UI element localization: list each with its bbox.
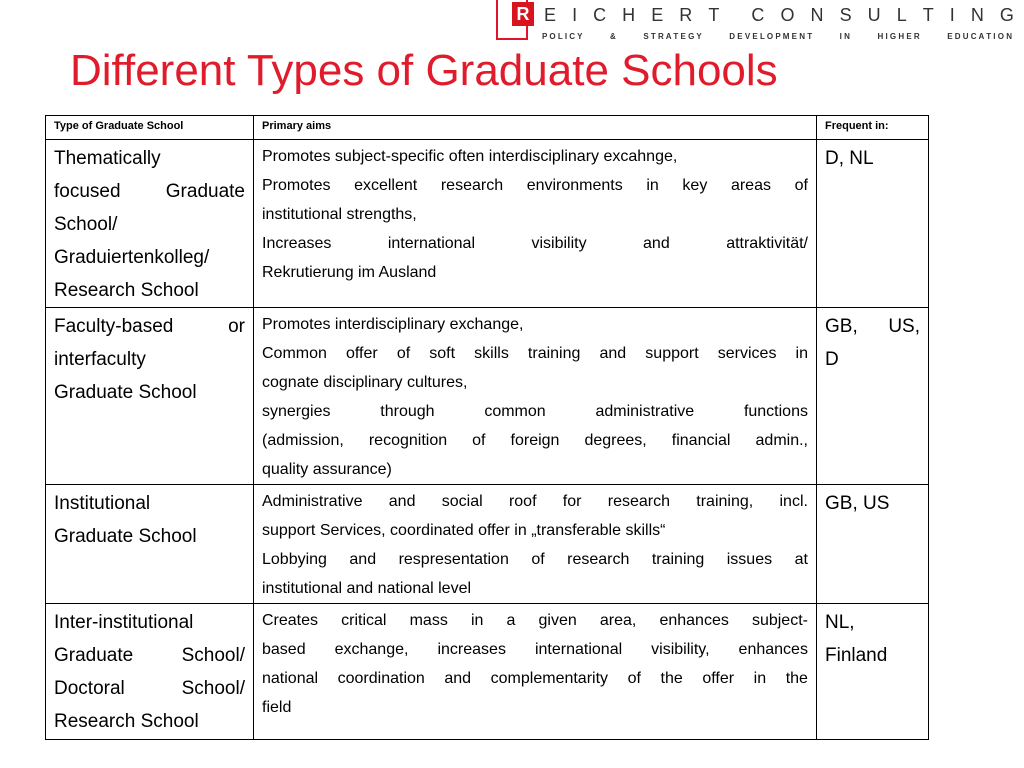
cell-text: administrative (595, 403, 695, 420)
cell-text: functions (743, 403, 808, 420)
cell-text: skills (474, 345, 509, 362)
cell-text: Common (262, 345, 327, 362)
cell-text: cognate disciplinary cultures, (262, 374, 468, 391)
logo-name-letter: S (839, 4, 852, 25)
cell-text: training (527, 345, 581, 362)
cell-frequent-in (817, 140, 929, 308)
cell-text: coordination (337, 670, 425, 687)
cell-frequent-in (817, 485, 929, 604)
cell-text: D (825, 349, 839, 370)
cell-text-line (54, 487, 245, 520)
cell-text: foreign (510, 432, 560, 449)
cell-text: Research School (54, 280, 199, 301)
cell-text: offer (346, 345, 378, 362)
cell-text: support Services, coordinated offer in „transferable skills“ (262, 522, 666, 539)
cell-text: degrees, (584, 432, 647, 449)
header-type: Type of Graduate School (46, 116, 254, 140)
cell-text: social (441, 493, 483, 510)
logo-name-letter: T (922, 4, 934, 25)
cell-text: field (262, 699, 292, 716)
cell-text: Administrative (262, 493, 363, 510)
cell-text: (admission, (262, 432, 344, 449)
cell-text-line (825, 343, 920, 376)
cell-text: in (470, 612, 484, 629)
logo-tagline-word: S T R A T E G Y (643, 31, 702, 41)
cell-text-line (54, 606, 245, 639)
cell-text: support (645, 345, 699, 362)
logo-name-letter: R (679, 4, 693, 25)
cell-text: of (396, 345, 411, 362)
logo-tagline-word: H I G H E R (877, 31, 920, 41)
logo-name-letter: L (896, 4, 907, 25)
cell-text: of (794, 177, 808, 194)
cell-text-line (825, 310, 920, 343)
graduate-schools-table (45, 115, 929, 740)
cell-text: Doctoral (54, 678, 125, 699)
cell-text: Promotes interdisciplinary exchange, (262, 316, 524, 333)
cell-text-line (262, 693, 808, 722)
cell-text: visibility, (651, 641, 710, 658)
cell-text: based (262, 641, 306, 658)
cell-primary-aims (254, 140, 817, 308)
cell-text-line (262, 339, 808, 368)
cell-text: international (534, 641, 623, 658)
cell-school-type (46, 485, 254, 604)
cell-text: Graduiertenkolleg/ (54, 247, 210, 268)
logo-tagline-word: & (610, 31, 616, 41)
cell-text: financial (671, 432, 731, 449)
cell-text: national (262, 670, 319, 687)
cell-text-line (262, 310, 808, 339)
cell-text: for (562, 493, 582, 510)
cell-text-line (54, 310, 245, 343)
cell-frequent-in (817, 604, 929, 740)
cell-text: Finland (825, 645, 888, 666)
cell-text: Institutional (54, 493, 151, 514)
logo-name-letter: O (780, 4, 795, 25)
cell-text: and (643, 235, 670, 252)
cell-text: Graduate (165, 181, 245, 202)
cell-text: D, NL (825, 148, 874, 169)
cell-text-line (262, 664, 808, 693)
cell-text: Faculty-based (54, 316, 174, 337)
cell-text: Graduate School (54, 526, 197, 547)
cell-text: and (349, 551, 377, 568)
cell-text: GB, (825, 316, 858, 337)
cell-text-line (825, 487, 920, 520)
cell-text: increases (437, 641, 506, 658)
cell-text: institutional and national level (262, 580, 472, 597)
slide-title: Different Types of Graduate Schools (70, 46, 778, 95)
cell-text: US, (888, 316, 920, 337)
cell-text-line (54, 343, 245, 376)
cell-text-line (54, 274, 245, 307)
cell-text-line (262, 545, 808, 574)
cell-text: soft (429, 345, 456, 362)
cell-text: institutional strengths, (262, 206, 417, 223)
cell-text: the (785, 670, 808, 687)
cell-text: and (599, 345, 627, 362)
logo-tagline-word: E D U C A T I O N (947, 31, 1012, 41)
cell-text: common (484, 403, 546, 420)
cell-text: areas (730, 177, 771, 194)
cell-school-type (46, 308, 254, 485)
logo-name-letter: T (708, 4, 720, 25)
cell-text: exchange, (334, 641, 409, 658)
cell-text: roof (508, 493, 537, 510)
logo-name-letter: I (572, 4, 578, 25)
logo-name-letter: I (949, 4, 955, 25)
cell-text-line (54, 142, 245, 175)
cell-text: in (646, 177, 659, 194)
cell-text-line (825, 606, 920, 639)
cell-text-line (54, 376, 245, 409)
cell-text: and (444, 670, 472, 687)
cell-text: in (753, 670, 767, 687)
cell-text: admin., (755, 432, 808, 449)
logo-name-letter: E (651, 4, 664, 25)
table-row (46, 485, 929, 604)
cell-text-line (262, 171, 808, 200)
table-header-row (46, 116, 929, 140)
cell-text: area, (599, 612, 637, 629)
cell-text: Promotes (262, 177, 331, 194)
cell-text: training (651, 551, 705, 568)
cell-text: enhances (738, 641, 808, 658)
cell-text: mass (409, 612, 448, 629)
logo-tagline-word: I N (839, 31, 850, 41)
cell-text: Promotes subject-specific often interdisciplinary excahnge, (262, 148, 678, 165)
cell-text: visibility (531, 235, 587, 252)
logo-name-letter: H (622, 4, 636, 25)
cell-text-line (262, 516, 808, 545)
cell-text-line (54, 175, 245, 208)
cell-text: research (567, 551, 630, 568)
cell-text: complementarity (490, 670, 609, 687)
cell-text: excellent (354, 177, 418, 194)
cell-text: Increases (262, 235, 332, 252)
cell-text-line (54, 520, 245, 553)
cell-text: enhances (659, 612, 729, 629)
logo-name-letter: E (544, 4, 557, 25)
cell-text-line (825, 639, 920, 672)
cell-school-type (46, 140, 254, 308)
cell-text: research (607, 493, 670, 510)
cell-text: Graduate (54, 645, 134, 666)
cell-text-line (262, 574, 808, 603)
cell-text-line (54, 241, 245, 274)
cell-text: issues (726, 551, 773, 568)
cell-text-line (262, 368, 808, 397)
cell-text: Thematically (54, 148, 161, 169)
cell-text: Rekrutierung im Ausland (262, 264, 437, 281)
cell-text: research (440, 177, 504, 194)
cell-text-line (262, 606, 808, 635)
logo-name-letter: G (999, 4, 1014, 25)
logo-name-letter: U (867, 4, 881, 25)
cell-text: NL, (825, 612, 855, 633)
cell-text: of (627, 670, 641, 687)
cell-text: School/ (181, 678, 245, 699)
cell-text: respresentation (398, 551, 509, 568)
cell-text: School/ (54, 214, 118, 235)
logo-name-letter: N (970, 4, 984, 25)
cell-text-line (262, 200, 808, 229)
cell-text: Graduate School (54, 382, 197, 403)
cell-text-line (54, 672, 245, 705)
cell-text: focused (54, 181, 121, 202)
cell-text-line (825, 142, 920, 175)
cell-text-line (262, 258, 808, 287)
cell-text-line (262, 397, 808, 426)
logo-tagline (542, 30, 1012, 42)
cell-text: environments (526, 177, 623, 194)
cell-text: interfaculty (54, 349, 146, 370)
cell-text-line (262, 635, 808, 664)
cell-school-type (46, 604, 254, 740)
table-row (46, 140, 929, 308)
cell-text: recognition (368, 432, 448, 449)
cell-text: of (472, 432, 486, 449)
cell-text: at (794, 551, 808, 568)
logo-name-letter: N (810, 4, 824, 25)
cell-text: training, (696, 493, 754, 510)
cell-text-line (262, 455, 808, 484)
cell-text: incl. (779, 493, 808, 510)
cell-text: attraktivität/ (726, 235, 808, 252)
table-row (46, 604, 929, 740)
cell-text: through (380, 403, 435, 420)
cell-text: subject- (751, 612, 808, 629)
cell-text: quality assurance) (262, 461, 392, 478)
cell-text: School/ (181, 645, 245, 666)
cell-text: key (682, 177, 708, 194)
cell-text-line (262, 426, 808, 455)
cell-text: Lobbying (262, 551, 327, 568)
logo-tagline-word: P O L I C Y (542, 31, 583, 41)
logo-company-name (544, 4, 1014, 26)
cell-text-line (262, 487, 808, 516)
cell-text: and (388, 493, 416, 510)
cell-text-line (262, 142, 808, 171)
cell-text: a (506, 612, 516, 629)
cell-text: Creates (262, 612, 319, 629)
logo-tagline-word: D E V E L O P M E N T (729, 31, 813, 41)
logo-name-letter: C (593, 4, 607, 25)
cell-text: services (717, 345, 777, 362)
cell-text: in (795, 345, 808, 362)
cell-text: of (531, 551, 545, 568)
table-row (46, 308, 929, 485)
cell-text: international (387, 235, 475, 252)
cell-text: synergies (262, 403, 331, 420)
cell-text: the (660, 670, 683, 687)
cell-text: given (538, 612, 577, 629)
cell-text: GB, US (825, 493, 890, 514)
cell-text: or (228, 316, 245, 337)
cell-text-line (262, 229, 808, 258)
logo-name-letter: C (751, 4, 765, 25)
cell-text-line (54, 208, 245, 241)
cell-text: offer (702, 670, 735, 687)
cell-primary-aims (254, 308, 817, 485)
cell-text: Inter-institutional (54, 612, 194, 633)
cell-frequent-in (817, 308, 929, 485)
logo-letter: R (512, 2, 534, 26)
header-frequent-in: Frequent in: (817, 116, 929, 140)
header-primary-aims: Primary aims (254, 116, 817, 140)
cell-text: critical (341, 612, 387, 629)
cell-text-line (54, 639, 245, 672)
cell-primary-aims (254, 604, 817, 740)
cell-text-line (54, 705, 245, 738)
cell-text: Research School (54, 711, 199, 732)
cell-primary-aims (254, 485, 817, 604)
